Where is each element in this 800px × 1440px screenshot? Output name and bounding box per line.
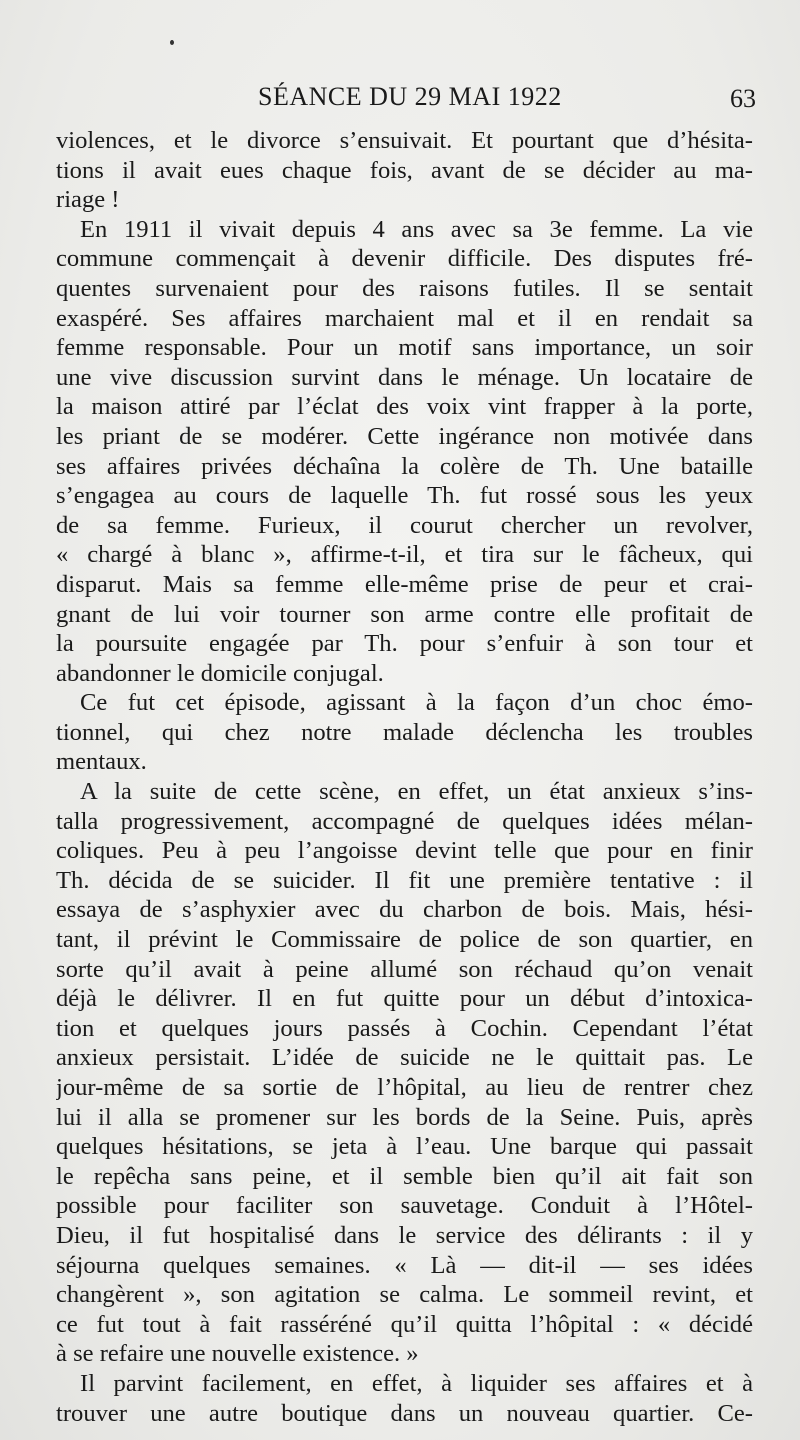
text-line: talla progressivement, accompagné de quelques idées mélan- — [56, 807, 753, 835]
text-line: ce fut tout à fait rasséréné qu’il quitta l’hôpital : « décidé — [56, 1310, 753, 1338]
text-line: exaspéré. Ses affaires marchaient mal et il en rendait sa — [56, 304, 753, 332]
text-line: une vive discussion survint dans le ménage. Un locataire de — [56, 363, 753, 391]
text-line: sorte qu’il avait à peine allumé son réchaud qu’on venait — [56, 955, 753, 983]
body-text — [56, 126, 753, 1428]
text-line: riage ! — [56, 186, 120, 214]
text-line: changèrent », son agitation se calma. Le sommeil revint, et — [56, 1281, 753, 1309]
text-line: anxieux persistait. L’idée de suicide ne le quittait pas. Le — [56, 1044, 753, 1072]
text-line: tions il avait eues chaque fois, avant de se décider au ma- — [56, 156, 753, 184]
text-line: commune commençait à devenir difficile. Des disputes fré- — [56, 245, 753, 273]
text-line: tant, il prévint le Commissaire de police de son quartier, en — [56, 926, 753, 954]
text-line: possible pour faciliter son sauvetage. Conduit à l’Hôtel- — [56, 1192, 753, 1220]
text-line: quentes survenaient pour des raisons futiles. Il se sentait — [56, 274, 753, 302]
text-line: la poursuite engagée par Th. pour s’enfuir à son tour et — [56, 630, 753, 658]
text-line: lui il alla se promener sur les bords de la Seine. Puis, après — [56, 1103, 753, 1131]
text-line: mentaux. — [56, 748, 147, 776]
ink-speck — [170, 40, 174, 45]
text-line: En 1911 il vivait depuis 4 ans avec sa 3e femme. La vie — [80, 215, 753, 243]
text-line: séjourna quelques semaines. « Là — dit-il — ses idées — [56, 1251, 753, 1279]
text-line: les priant de se modérer. Cette ingérance non motivée dans — [56, 422, 753, 450]
text-line: A la suite de cette scène, en effet, un état anxieux s’ins- — [80, 778, 753, 806]
text-line: disparut. Mais sa femme elle-même prise de peur et crai- — [56, 570, 753, 598]
text-line: tion et quelques jours passés à Cochin. Cependant l’état — [56, 1014, 753, 1042]
text-line: à se refaire une nouvelle existence. » — [56, 1340, 419, 1368]
text-line: la maison attiré par l’éclat des voix vint frapper à la porte, — [56, 393, 753, 421]
text-line: coliques. Peu à peu l’angoisse devint telle que pour en finir — [56, 837, 753, 865]
text-line: Il parvint facilement, en effet, à liquider ses affaires et à — [80, 1369, 753, 1397]
text-line: Th. décida de se suicider. Il fit une première tentative : il — [56, 866, 753, 894]
text-line: femme responsable. Pour un motif sans importance, un soir — [56, 334, 753, 362]
text-line: s’engagea au cours de laquelle Th. fut rossé sous les yeux — [56, 482, 753, 510]
running-title: SÉANCE DU 29 MAI 1922 — [258, 82, 562, 111]
text-line: déjà le délivrer. Il en fut quitte pour un début d’intoxica- — [56, 985, 753, 1013]
text-line: de sa femme. Furieux, il courut chercher un revolver, — [56, 511, 753, 539]
text-line: quelques hésitations, se jeta à l’eau. Une barque qui passait — [56, 1133, 753, 1161]
text-line: Ce fut cet épisode, agissant à la façon d’un choc émo- — [80, 689, 753, 717]
text-line: jour-même de sa sortie de l’hôpital, au lieu de rentrer chez — [56, 1074, 753, 1101]
page-number: 63 — [730, 84, 756, 113]
text-line: violences, et le divorce s’ensuivait. Et pourtant que d’hésita- — [56, 127, 753, 154]
text-line: tionnel, qui chez notre malade déclencha les troubles — [56, 718, 753, 746]
text-line: le repêcha sans peine, et il semble bien qu’il ait fait son — [56, 1162, 753, 1190]
text-line: abandonner le domicile conjugal. — [56, 659, 384, 687]
page-header — [0, 80, 800, 116]
text-line: Dieu, il fut hospitalisé dans le service des délirants : il y — [56, 1221, 753, 1249]
text-line: ses affaires privées déchaîna la colère de Th. Une bataille — [56, 452, 753, 480]
text-line: « chargé à blanc », affirme-t-il, et tira sur le fâcheux, qui — [56, 541, 753, 569]
text-line: trouver une autre boutique dans un nouveau quartier. Ce- — [56, 1399, 753, 1427]
text-line: gnant de lui voir tourner son arme contre elle profitait de — [56, 600, 753, 628]
text-line: essaya de s’asphyxier avec du charbon de bois. Mais, hési- — [56, 896, 753, 924]
